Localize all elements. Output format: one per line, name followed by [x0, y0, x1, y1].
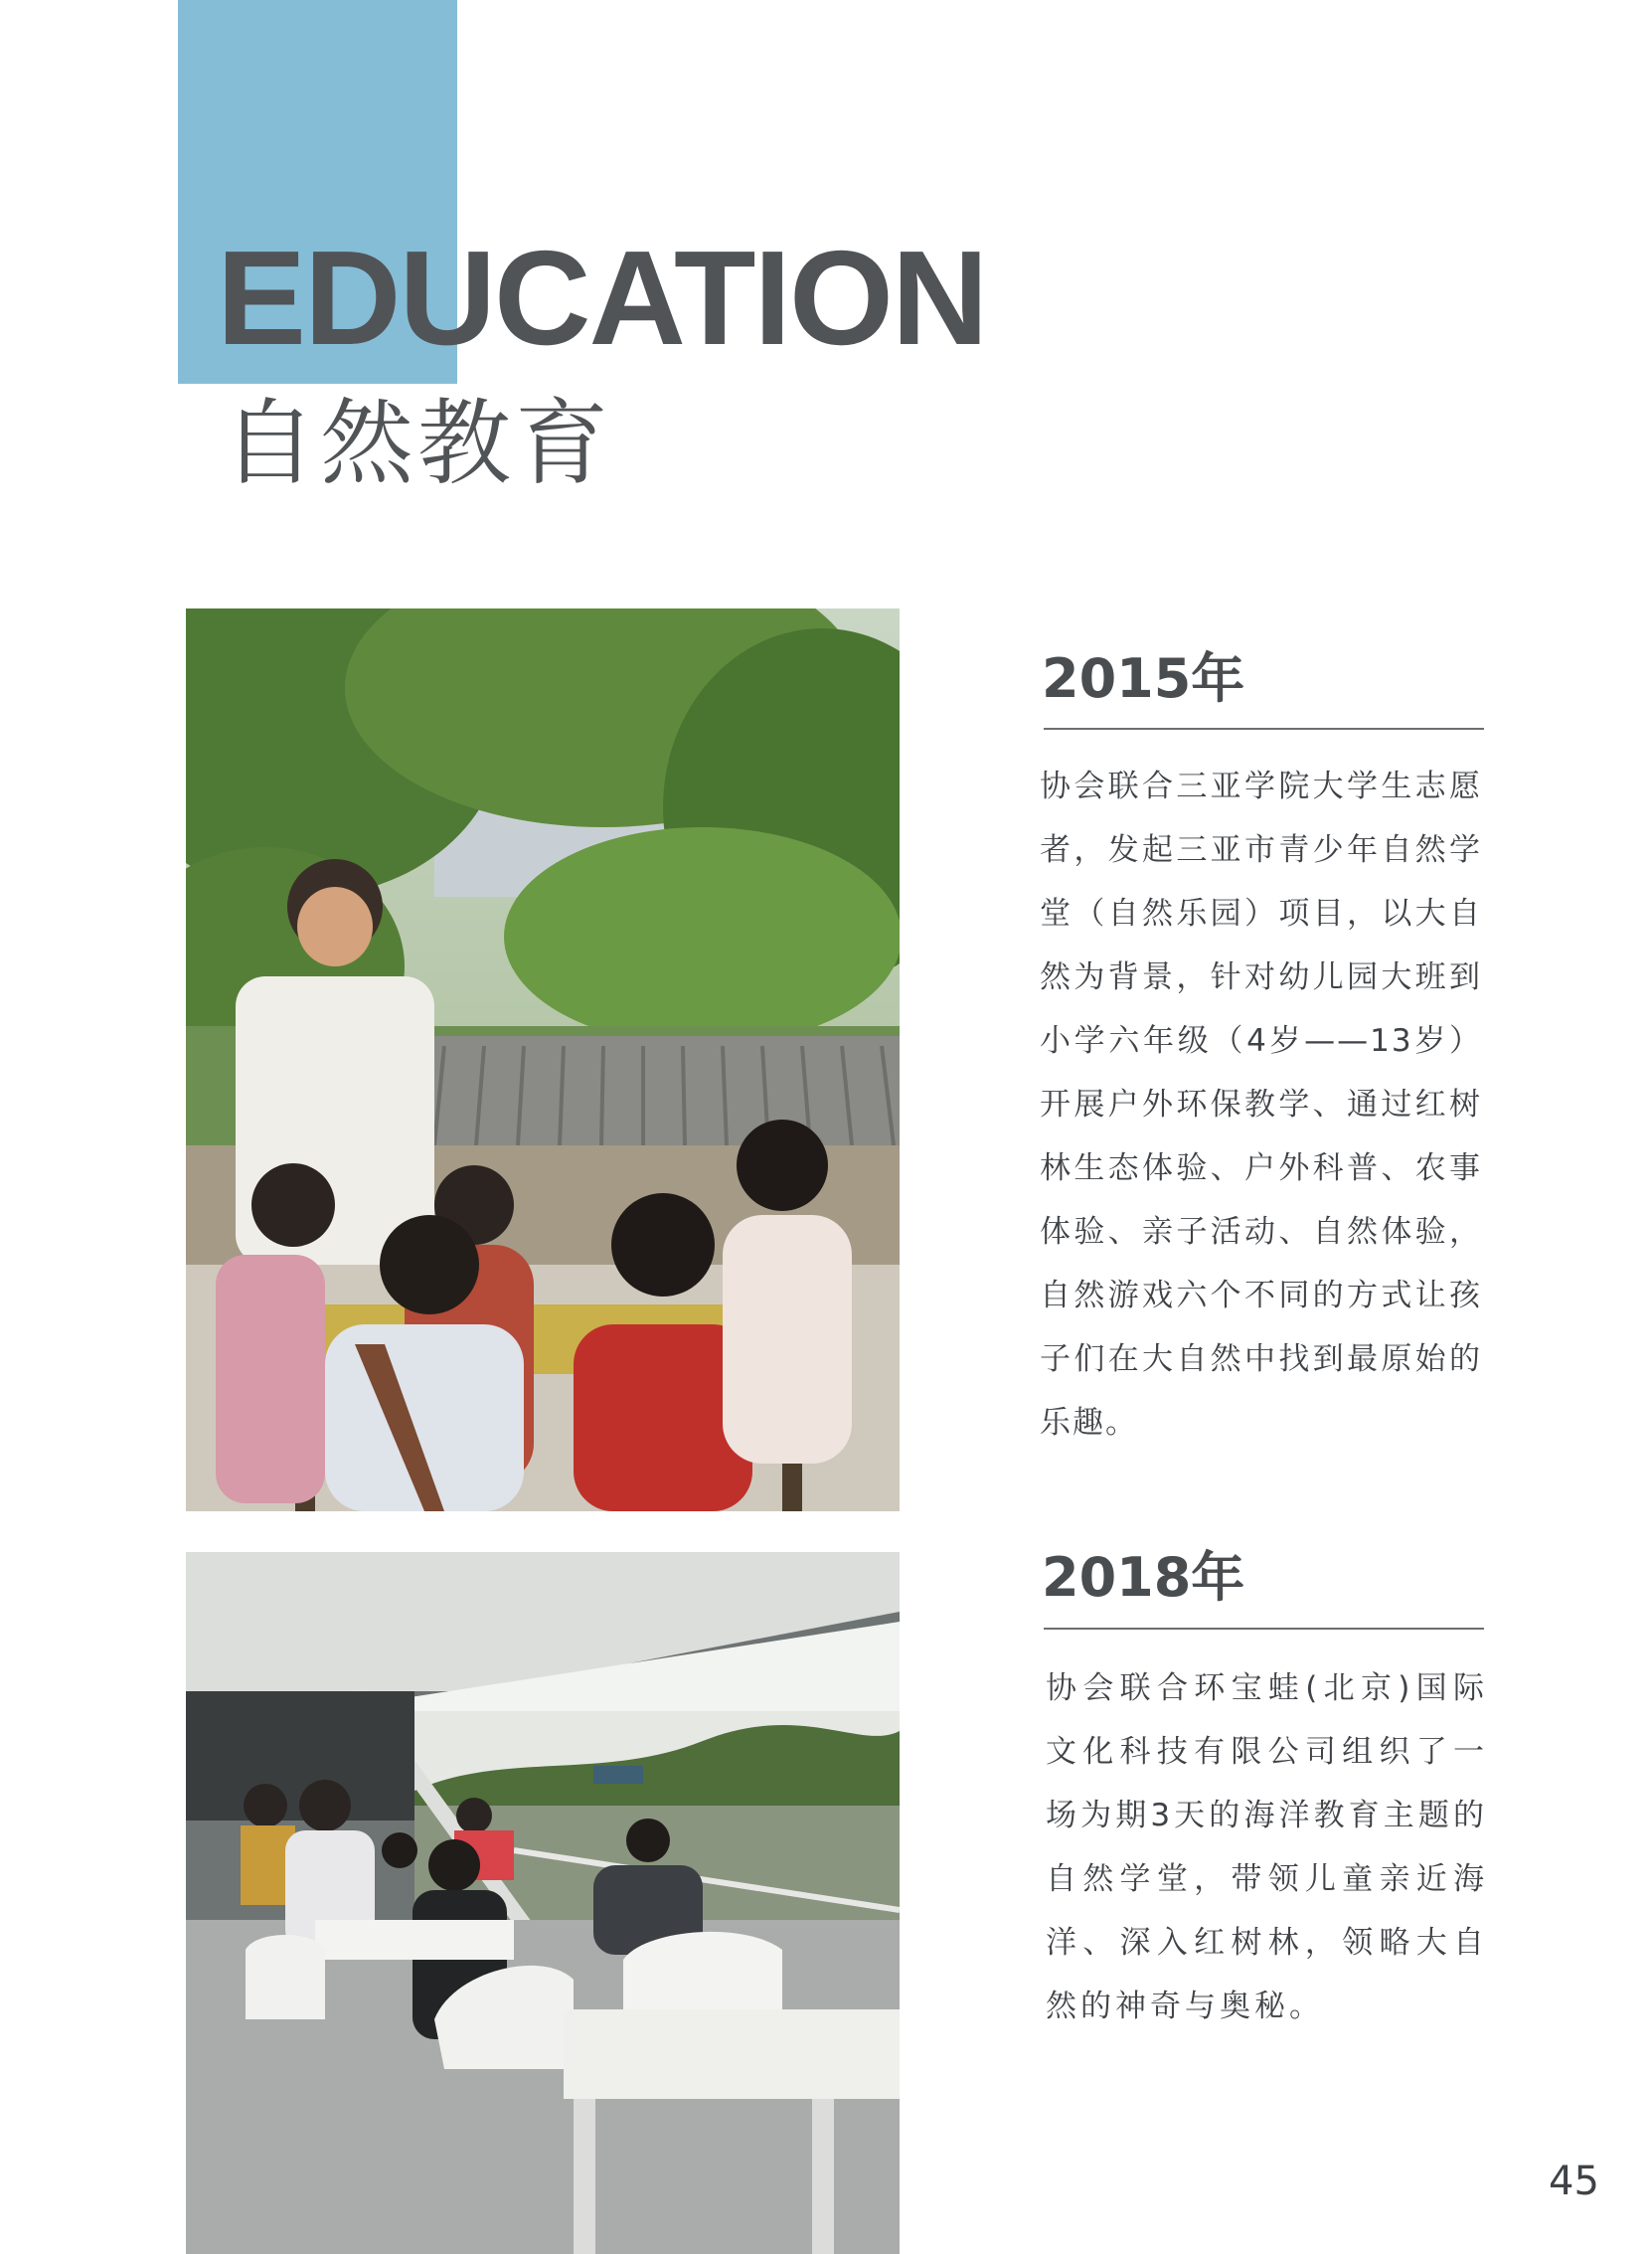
photo-children-boat-deck [186, 1552, 900, 2254]
section-divider [1044, 728, 1484, 730]
photo-children-outdoor-table [186, 608, 900, 1511]
page-number: 45 [1549, 2159, 1599, 2204]
section-body-2018: 协会联合环宝蛙(北京)国际文化科技有限公司组织了一场为期3天的海洋教育主题的自然学堂，带领儿童亲近海洋、深入红树林，领略大自然的神奇与奥秘。 [1046, 1670, 1488, 2024]
section-year-2015: 2015年 [1042, 647, 1245, 710]
page-title-chinese: 自然教育 [223, 390, 613, 498]
page-title-english: EDUCATION [217, 223, 987, 373]
section-body-2015: 协会联合三亚学院大学生志愿者，发起三亚市青少年自然学堂（自然乐园）项目，以大自然为背景，针对幼儿园大班到小学六年级（4岁——13岁）开展户外环保教学、通过红树林生态体验、户外科普、农事体验、亲子活动、自然体验，自然游戏六个不同的方式让孩子们在大自然中找到最原始的乐趣。 [1040, 769, 1482, 1441]
section-year-2018: 2018年 [1042, 1546, 1245, 1609]
section-divider [1044, 1628, 1484, 1630]
